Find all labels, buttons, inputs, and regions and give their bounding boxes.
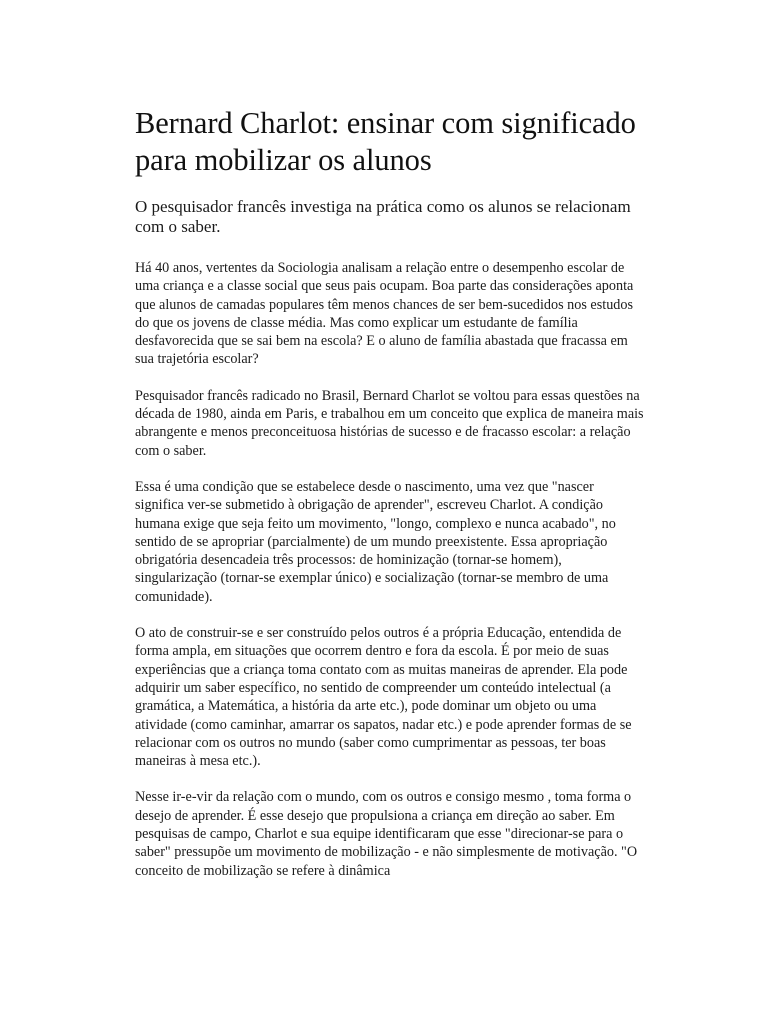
paragraph-1: Há 40 anos, vertentes da Sociologia analisam a relação entre o desempenho escolar de uma criança e a classe social que seus pais ocupam. Boa parte das considerações aponta que alunos de camadas populares têm menos chances de ser bem-sucedidos nos estudos do que os jovens de classe média. Mas como explicar um estudante de família desfavorecida que se sai bem na escola? E o aluno de família abastada que fracassa em sua trajetória escolar? [135,260,634,368]
paragraph-4: O ato de construir-se e ser construído pelos outros é a própria Educação, entendida de forma ampla, em situações que ocorrem dentro e fora da escola. É por meio de suas experiências que a criança toma contato com as muitas maneiras de aprender. Ela pode adquirir um saber específico, no sentido de compreender um conteúdo intelectual (a gramática, a Matemática, a história da arte etc.), pode dominar um objeto ou uma atividade (como caminhar, amarrar os sapatos, nadar etc.) e pode aprender formas de se relacionar com os outros no mundo (saber como cumprimentar as pessoas, ter boas maneiras à mesa etc.). [135,625,632,770]
article [135,105,645,898]
paragraph-5: Nesse ir-e-vir da relação com o mundo, com os outros e consigo mesmo , toma forma o desejo de aprender. É esse desejo que propulsiona a criança em direção ao saber. Em pesquisas de campo, Charlot e sua equipe identificaram que esse "direcionar-se para o saber" pressupõe um movimento de mobilização - e não simplesmente de motivação. "O conceito de mobilização se refere à dinâmica [135,789,638,879]
paragraph-3: Essa é uma condição que se estabelece desde o nascimento, uma vez que "nascer significa ver-se submetido à obrigação de aprender", escreveu Charlot. A condição humana exige que seja feito um movimento, "longo, complexo e nunca acabado", no sentido de se apropriar (parcialmente) de um mundo preexistente. Essa apropriação obrigatória desencadeia três processos: de hominização (tornar-se homem), singularização (tornar-se exemplar único) e socialização (tornar-se membro de uma comunidade). [135,478,616,605]
paragraph-2: Pesquisador francês radicado no Brasil, Bernard Charlot se voltou para essas questões na década de 1980, ainda em Paris, e trabalhou em um conceito que explica de maneira mais abrangente e menos preconceituosa histórias de sucesso e de fracasso escolar: a relação com o saber. [135,387,644,459]
article-subtitle: O pesquisador francês investiga na prática como os alunos se relacionam com o saber. [135,197,631,236]
article-title: Bernard Charlot: ensinar com significado para mobilizar os alunos [135,106,636,177]
